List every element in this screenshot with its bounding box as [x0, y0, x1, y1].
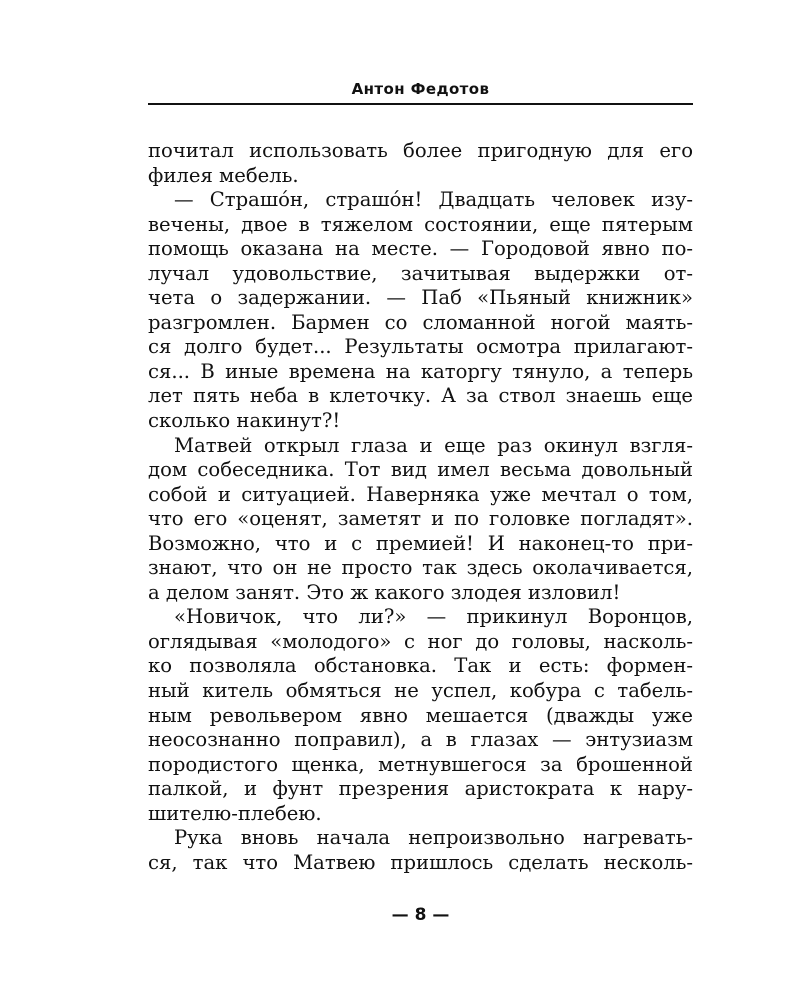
text-line: а делом занят. Это ж какого злодея изловил!: [148, 580, 621, 604]
text-line: лучал удовольствие, зачитывая выдержки от-: [148, 261, 693, 285]
text-line: «Новичок, что ли?» — прикинул Воронцов,: [174, 605, 693, 629]
text-line: оглядывая «молодого» с ног до головы, насколь-: [148, 629, 693, 653]
text-line: Матвей открыл глаза и еще раз окинул взгля-: [174, 433, 693, 457]
running-header: Антон Федотов: [351, 80, 490, 98]
page-number: — 8 —: [391, 905, 450, 925]
text-line: знают, что он не просто так здесь околачивается,: [148, 556, 693, 580]
text-line: — Страшóн, страшóн! Двадцать человек изу-: [174, 188, 693, 212]
text-line: неосознанно поправил), а в глазах — энтузиазм: [148, 728, 693, 752]
text-line: почитал использовать более пригодную для его: [148, 139, 693, 162]
text-line: Рука вновь начала непроизвольно нагревать-: [174, 826, 693, 850]
text-line: шителю-плебею.: [148, 801, 322, 825]
text-line: собой и ситуацией. Наверняка уже мечтал о том,: [148, 482, 693, 506]
text-line: помощь оказана на месте. — Городовой явно по-: [148, 237, 693, 261]
text-line: породистого щенка, метнувшегося за брошенной: [148, 752, 693, 776]
text-line: сколько накинут?!: [148, 409, 341, 433]
text-line: Возможно, что и с премией! И наконец-то при-: [148, 531, 693, 555]
text-line: ко позволяла обстановка. Так и есть: формен-: [148, 654, 693, 678]
text-line: ся, так что Матвею пришлось сделать несколь-: [148, 850, 693, 874]
header-rule: [148, 103, 693, 105]
text-line: разгромлен. Бармен со сломанной ногой маять-: [148, 310, 693, 334]
text-line: вечены, двое в тяжелом состоянии, еще пятерым: [148, 212, 693, 236]
text-line: ся долго будет... Результаты осмотра прилагают-: [148, 335, 693, 359]
text-line: филея мебель.: [148, 163, 299, 187]
text-line: ный китель обмяться не успел, кобура с табель-: [148, 679, 693, 703]
text-line: дом собеседника. Тот вид имел весьма довольный: [148, 458, 693, 482]
body-text: [148, 139, 693, 875]
text-line: что его «оценят, заметят и по головке погладят».: [148, 507, 693, 531]
text-line: палкой, и фунт презрения аристократа к нару-: [148, 777, 693, 801]
text-line: ся... В иные времена на каторгу тянуло, а теперь: [148, 359, 693, 383]
text-line: чета о задержании. — Паб «Пьяный книжник»: [148, 286, 693, 310]
text-line: ным револьвером явно мешается (дважды уже: [148, 703, 693, 727]
text-line: лет пять неба в клеточку. А за ствол знаешь еще: [148, 384, 693, 408]
